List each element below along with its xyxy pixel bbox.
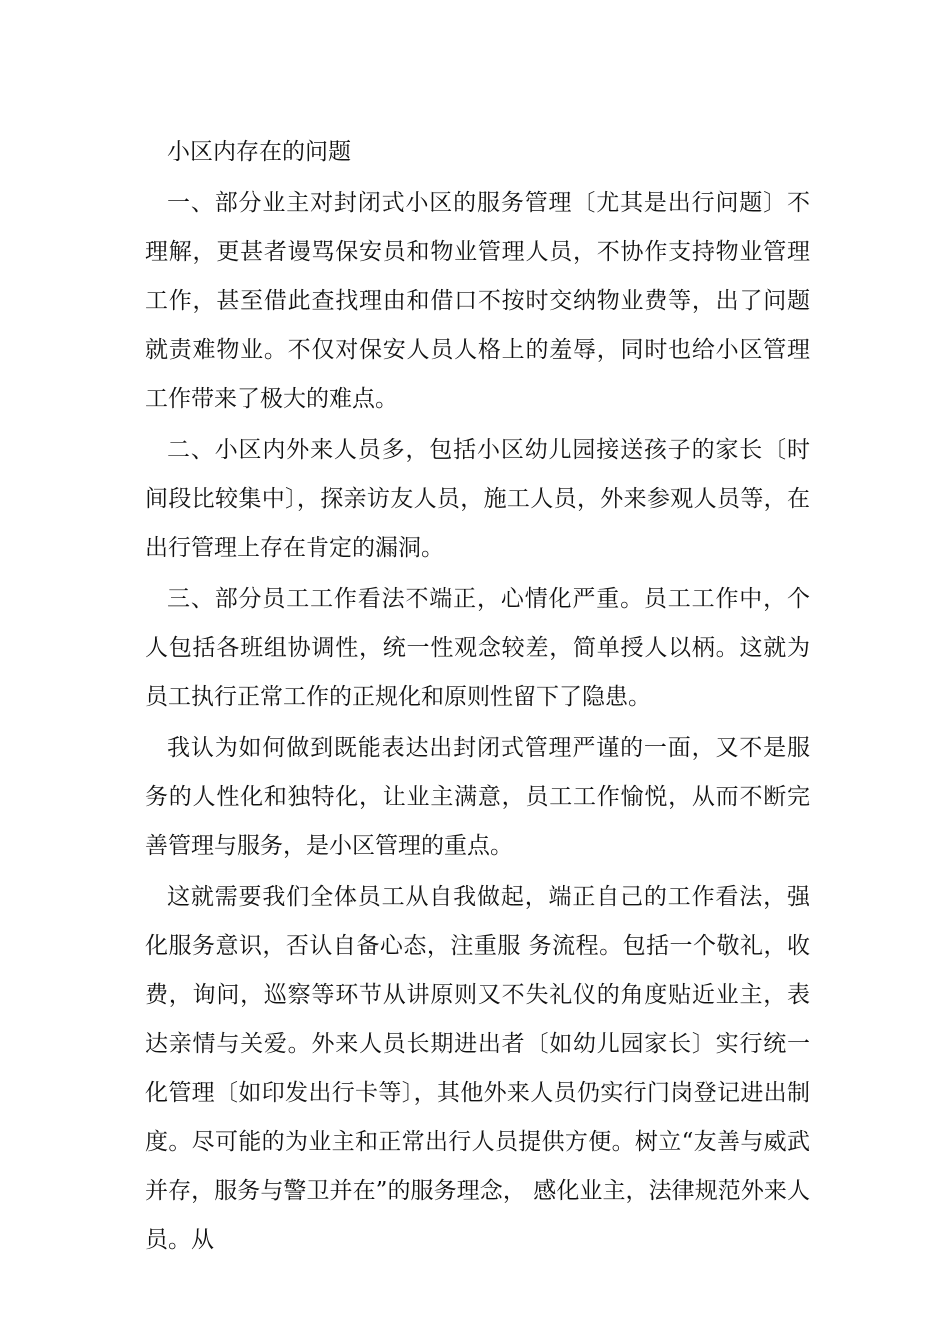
paragraph-3: 三、部分员工工作看法不端正，心情化严重。员工工作中，个人包括各班组协调性，统一性观念较差，简单授人以柄。这就为员工执行正常工作的正规化和原则性留下了隐患。: [145, 586, 810, 710]
paragraph-1: 一、部分业主对封闭式小区的服务管理〔尤其是出行问题〕不理解，更甚者谩骂保安员和物业管理人员，不协作支持物业管理工作，甚至借此查找理由和借口不按时交纳物业费等，出了问题就责难物业。不仅对保安人员人格上的羞辱，同时也给小区管理工作带来了极大的难点。: [145, 190, 810, 412]
section-heading: 小区内存在的问题: [167, 139, 351, 165]
paragraph-4: 我认为如何做到既能表达出封闭式管理严谨的一面，又不是服务的人性化和独特化，让业主满意，员工工作愉悦，从而不断完善管理与服务，是小区管理的重点。: [145, 735, 810, 859]
document-body: [145, 128, 810, 1267]
paragraph-2: 二、小区内外来人员多，包括小区幼儿园接送孩子的家长〔时间段比较集中〕，探亲访友人员，施工人员，外来参观人员等，在出行管理上存在肯定的漏洞。: [145, 437, 810, 561]
paragraph-5: 这就需要我们全体员工从自我做起，端正自己的工作看法，强化服务意识，否认自备心态，注重服 务流程。包括一个敬礼，收费，询问，巡察等环节从讲原则又不失礼仪的角度贴近业主，表达亲情与关爱。外来人员长期进出者〔如幼儿园家长〕实行统一化管理〔如印发出行卡等〕，其他外来人员仍实行门岗登记进出制度。尽可能的为业主和正常出行人员提供方便。树立“友善与威武并存，服务与警卫并在”的服务理念， 感化业主，法律规范外来人员。从: [145, 884, 810, 1253]
